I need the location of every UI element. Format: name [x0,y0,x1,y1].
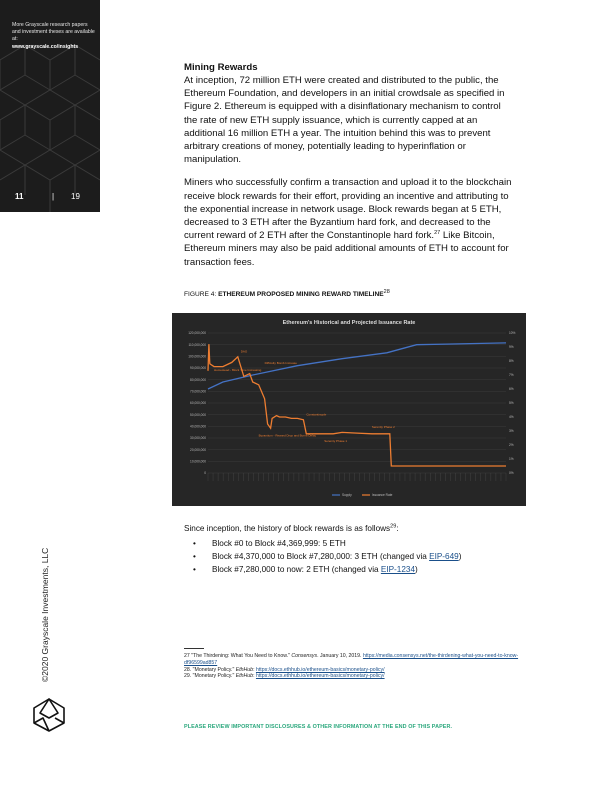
paragraph-issuance: At inception, 72 million ETH were created and distributed to the public, the Ethereum Foundation, and developers in an initial crowdsale as specified in Figure 2. Ethereum is equipped with a disinflationary mechanism to control the rate of new ETH supply issuance, which is currently capped at an additional 16 million ETH a year. The intuition behind this was to prevent arbitrary creations of money, potentially leading to hyperinflation or manipulation. [184,75,505,166]
chart-title: Ethereum's Historical and Projected Issuance Rate [282,320,416,326]
series-line-issuance-rate [208,344,506,466]
list-item [190,550,461,563]
y-right-tick-label: 3% [509,429,514,434]
footnote-27-text: 27 "The Thirdening: What You Need to Know." [184,653,292,659]
y-right-tick-label: 0% [509,471,514,476]
y-left-tick-label: 0 [204,471,206,476]
insights-link[interactable]: www.grayscale.co/insights [12,43,79,50]
eip-649-link[interactable]: EIP-649 [429,552,459,562]
y-left-tick-label: 10,000,000 [190,459,206,464]
y-right-tick-label: 9% [509,345,514,350]
issuance-chart [172,313,526,506]
legend-label: Issuance Rate [372,493,393,498]
footnote-ref-29[interactable]: 29 [390,523,397,530]
list-item [190,537,461,550]
list-item-text: Block #4,370,000 to Block #7,280,000: 3 ETH (changed via [212,552,430,562]
block-reward-list [190,537,461,577]
y-left-tick-label: 40,000,000 [190,424,206,429]
footnote-29-sep: : [253,673,256,680]
legend-label: Supply [342,493,352,498]
figure-title: ETHEREUM PROPOSED MINING REWARD TIMELINE [218,291,384,298]
block-history-intro-text: Since inception, the history of block rewards is as follows [184,524,391,533]
figure-caption [184,288,390,298]
total-pages: 19 [71,192,80,201]
y-right-tick-label: 5% [509,401,514,406]
disclosure-notice[interactable]: PLEASE REVIEW IMPORTANT DISCLOSURES & OTHER INFORMATION AT THE END OF THIS PAPER. [184,724,453,730]
footnote-29-link[interactable]: https://docs.ethhub.io/ethereum-basics/monetary-policy/ [255,673,385,680]
page-number [0,188,100,206]
research-note-text: More Grayscale research papers and investment theses are available at: [12,22,95,43]
footnote-ref-27[interactable]: 27 [434,230,441,237]
grayscale-logo-icon [30,696,68,734]
y-right-tick-label: 4% [509,415,514,420]
chart-annotation: Difficulty Bomb Increase [264,360,297,365]
y-right-tick-label: 6% [509,387,514,392]
chart-annotation: Byzantium - Reward Drop and Bomb Delay [258,433,317,438]
y-left-tick-label: 80,000,000 [190,377,206,382]
y-right-tick-label: 8% [509,359,514,364]
y-left-tick-label: 30,000,000 [190,436,206,441]
y-left-tick-label: 120,000,000 [188,331,206,336]
footnote-29 [184,673,524,680]
footnote-28-sep: : [253,666,256,673]
footnote-28-link[interactable]: https://docs.ethhub.io/ethereum-basics/monetary-policy/ [255,666,385,673]
footnote-29-publisher: EthHub [235,673,254,680]
y-left-tick-label: 50,000,000 [190,412,206,417]
footnote-28-publisher: EthHub [235,666,254,673]
chart-annotation: Serenity Phase 2 [371,425,395,430]
list-item [190,563,461,576]
footnote-ref-28[interactable]: 28 [383,288,390,295]
list-item-suffix: ) [415,565,418,575]
chart-annotation: DAO [240,349,248,354]
footnote-28-text: 28. "Monetary Policy." [184,666,236,673]
chart-annotation: Homestead - Block Time Increasing [213,367,262,372]
footnote-27-publisher: Consensys [291,653,318,659]
issuance-chart-svg [172,313,526,506]
footnote-27 [184,653,524,667]
footnote-28 [184,667,524,674]
y-left-tick-label: 90,000,000 [190,366,206,371]
footnote-divider [184,648,204,649]
footnotes [184,653,524,680]
footnote-29-text: 29. "Monetary Policy." [184,673,236,680]
y-left-tick-label: 60,000,000 [190,401,206,406]
colon: : [396,524,399,533]
y-left-tick-label: 70,000,000 [190,389,206,394]
paragraph-block-rewards-b: Like Bitcoin, Ethereum miners may also be paid additional amounts of ETH to account for transaction fees. [184,230,509,268]
paragraph-block-rewards [184,176,514,268]
list-item-suffix: ) [458,552,462,562]
copyright-text: ©2020 Grayscale Investments, LLC [40,547,50,682]
y-right-tick-label: 2% [509,443,514,448]
chart-annotation: Serenity Phase 1 [324,439,348,444]
figure-label: FIGURE 4: [184,291,219,298]
footnote-27-link[interactable]: https://media.consensys.net/the-thirdening-what-you-need-to-know-df96599ad857 [184,653,519,666]
y-left-tick-label: 20,000,000 [190,447,206,452]
list-item-text: Block #0 to Block #4,369,999: 5 ETH [212,539,346,548]
eip-1234-link[interactable]: EIP-1234 [380,565,415,575]
research-note [12,22,96,51]
chart-annotation: Constantinople [306,412,327,417]
main-content [184,62,514,279]
paragraph-block-rewards-a: Miners who successfully confirm a transaction and upload it to the blockchain receive block rewards for their effort, providing an incentive and attributing to the exponential increase in network usage. Block rewards began at 5 ETH, decreased to 3 ETH after the Byzantium hard fork, and decreased to the current reward of 2 ETH after the Constantinople hard fork. [184,177,512,242]
sidebar-panel [0,0,100,212]
block-history-intro [184,524,399,533]
section-heading: Mining Rewards [184,62,258,73]
y-right-tick-label: 1% [509,457,514,462]
page-separator: | [52,192,55,201]
current-page: 11 [15,192,24,201]
list-item-text: Block #7,280,000 to now: 2 ETH (changed via [212,565,381,575]
y-right-tick-label: 10% [509,331,516,336]
footnote-27-date: . January 10, 2019. [317,653,363,659]
y-right-tick-label: 7% [509,373,514,378]
y-left-tick-label: 100,000,000 [188,354,206,359]
y-left-tick-label: 110,000,000 [188,342,206,347]
